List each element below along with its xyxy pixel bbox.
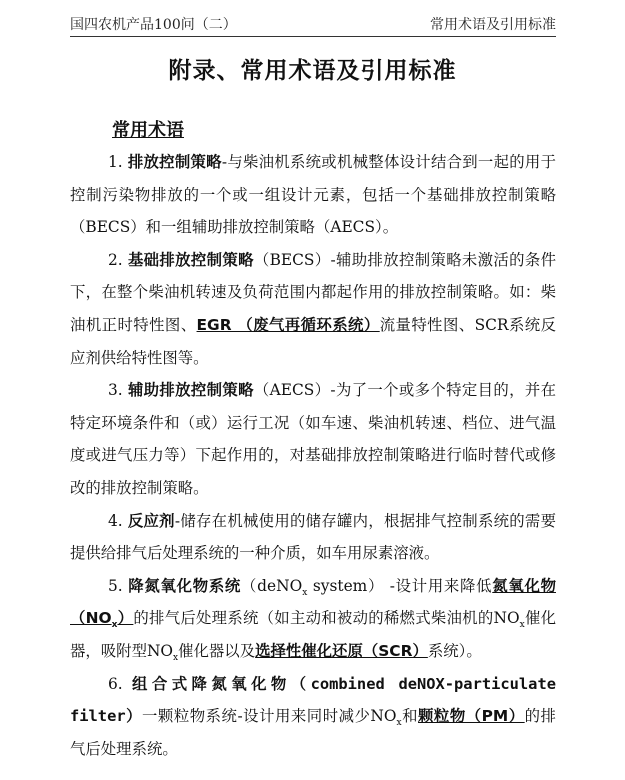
- scr-link[interactable]: 选择性催化还原（SCR）: [255, 641, 428, 660]
- term-definition: -设计用来降低: [384, 576, 493, 595]
- term-name: 反应剂: [127, 511, 175, 530]
- term-definition-end: 的排气后处理系统。: [70, 707, 556, 758]
- terms-list: [70, 146, 556, 765]
- term-definition: -与柴油机系统或机械整体设计结合到一起的用于控制污染物排放的一个或一组设计元素，包括一个基础排放控制策略（BECS）和一组辅助排放控制策略（AECS）。: [70, 153, 556, 237]
- term-number: 3.: [108, 381, 123, 400]
- term-definition: （AECS）-为了一个或多个特定目的，并在特定环境条件和（或）运行工况（如车速、柴油机转速、档位、进气温度或进气压力等）下起作用的，对基础排放控制策略进行临时替代或修改的排放控制策略。: [70, 381, 556, 497]
- term-definition-cont: 流量特性图、SCR系统反应剂供给特性图等。: [70, 315, 556, 367]
- term-english-a: （deNO: [241, 576, 303, 595]
- page-header: [70, 10, 556, 37]
- subscript-x: x: [396, 718, 402, 729]
- header-chapter-title: 常用术语及引用标准: [430, 17, 556, 33]
- term-name: 辅助排放控制策略: [127, 381, 254, 400]
- term-name: 基础排放控制策略: [127, 250, 254, 269]
- subscript-x: x: [111, 620, 118, 631]
- term-name: 降氮氧化物系统: [128, 576, 242, 595]
- term-name: 排放控制策略: [127, 153, 222, 171]
- egr-link[interactable]: EGR （废气再循环系统）: [196, 315, 380, 334]
- subscript-x: x: [302, 587, 308, 598]
- term-number: 5.: [108, 576, 123, 595]
- term-definition-cont: 催化器，吸附型NO: [70, 609, 556, 660]
- section-heading: 常用术语: [112, 120, 184, 141]
- term-definition-cont: 的排气后处理系统（如主动和被动的稀燃式柴油机的NO: [133, 609, 520, 628]
- term-item-4: [70, 505, 556, 570]
- term-definition-end: 系统）。: [427, 641, 482, 660]
- term-definition-cont: 催化器以及: [178, 641, 256, 660]
- term-english: （combined deNOX-particulate filter）: [70, 674, 556, 726]
- term-item-6: [70, 668, 556, 766]
- nox-link-text: 氮氧化物（NO: [70, 576, 556, 628]
- term-definition: （BECS）-辅助排放控制策略未激活的条件下，在整个柴油机转速及负荷范围内都起作用的排放控制策略。如：柴油机正时特性图、: [70, 250, 556, 334]
- term-english-b: system）: [307, 576, 385, 595]
- subscript-x: x: [519, 620, 525, 631]
- term-item-2: [70, 244, 556, 374]
- term-item-5: [70, 570, 556, 668]
- term-number: 1.: [108, 153, 123, 171]
- term-item-1: [70, 146, 556, 244]
- term-number: 2.: [108, 250, 123, 269]
- nox-link-close: ）: [117, 609, 134, 628]
- page-title: 附录、常用术语及引用标准: [168, 58, 457, 84]
- term-definition: -储存在机械使用的储存罐内，根据排气控制系统的需要提供给排气后处理系统的一种介质，如车用尿素溶液。: [70, 511, 556, 563]
- subscript-x: x: [173, 652, 179, 663]
- term-item-3: [70, 374, 556, 504]
- term-name: 组合式降氮氧化物: [132, 674, 291, 693]
- term-definition: 一颗粒物系统-设计用来同时减少NO: [142, 707, 397, 726]
- term-number: 4.: [108, 511, 123, 530]
- pm-link[interactable]: 颗粒物（PM）: [418, 707, 525, 726]
- term-definition-cont: 和: [401, 707, 419, 726]
- header-book-title: 国四农机产品100问（二）: [70, 17, 237, 33]
- term-number: 6.: [108, 674, 123, 693]
